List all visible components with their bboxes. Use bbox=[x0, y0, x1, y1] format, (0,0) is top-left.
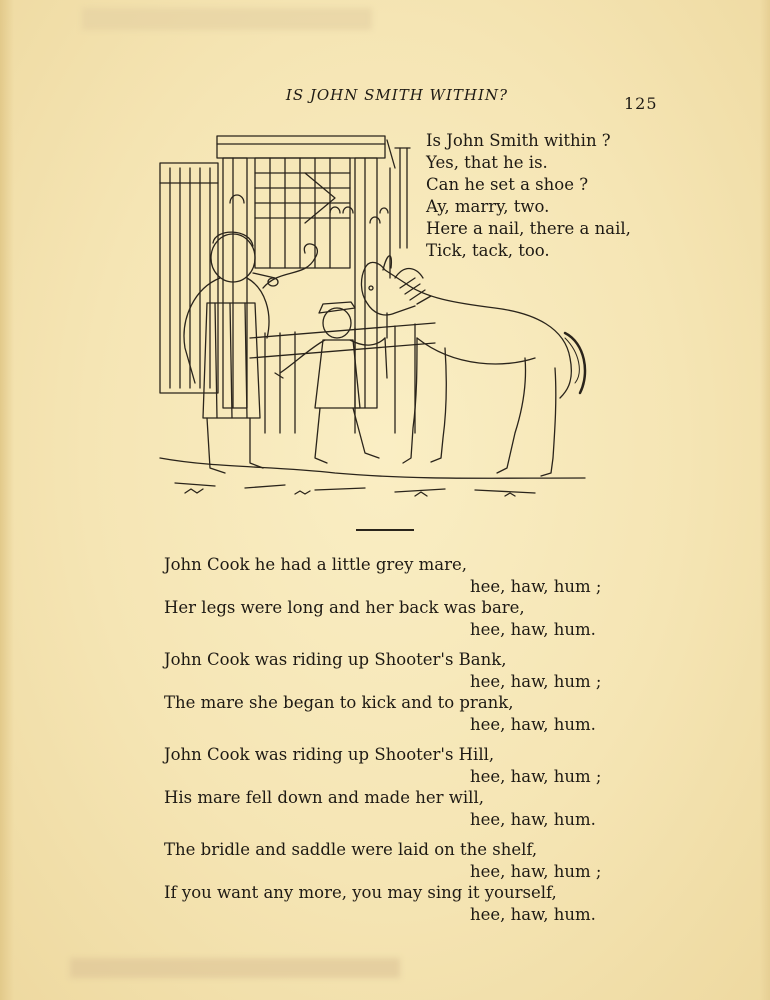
paper-smudge-bottom bbox=[70, 958, 400, 978]
top-poem-line: Yes, that he is. bbox=[426, 153, 548, 172]
page-edge-right bbox=[760, 0, 770, 1000]
refrain-line: hee, haw, hum. bbox=[470, 714, 596, 734]
refrain-line: hee, haw, hum. bbox=[470, 809, 596, 829]
stanza bbox=[164, 839, 624, 925]
horseshoes-on-wall bbox=[230, 195, 388, 223]
shed-wall bbox=[160, 163, 218, 393]
refrain-line: hee, haw, hum ; bbox=[470, 671, 602, 691]
pipe-smoke bbox=[263, 244, 317, 288]
top-poem-line: Here a nail, there a nail, bbox=[426, 219, 631, 238]
refrain-line: hee, haw, hum ; bbox=[470, 576, 602, 596]
verse-line: The mare she began to kick and to prank, bbox=[164, 693, 514, 712]
refrain-line: hee, haw, hum ; bbox=[470, 766, 602, 786]
verse-line: His mare fell down and made her will, bbox=[164, 788, 484, 807]
top-poem-line: Can he set a shoe ? bbox=[426, 175, 589, 194]
running-head: IS JOHN SMITH WITHIN? bbox=[285, 86, 509, 104]
ground bbox=[160, 458, 585, 496]
verse-line: John Cook was riding up Shooter's Bank, bbox=[164, 650, 507, 669]
top-poem-line: Ay, marry, two. bbox=[426, 197, 550, 216]
top-poem-line: Is John Smith within ? bbox=[426, 131, 611, 150]
section-divider bbox=[356, 529, 414, 531]
page-edge-left bbox=[0, 0, 14, 1000]
verse-line: John Cook was riding up Shooter's Hill, bbox=[164, 745, 495, 764]
paper-smudge-top bbox=[82, 8, 372, 30]
verse-line: Her legs were long and her back was bare, bbox=[164, 598, 525, 617]
verse-line: If you want any more, you may sing it yourself, bbox=[164, 883, 557, 902]
john-cook-poem bbox=[164, 554, 624, 934]
stanza bbox=[164, 744, 624, 830]
page-number: 125 bbox=[624, 94, 658, 113]
stanza bbox=[164, 554, 624, 640]
refrain-line: hee, haw, hum. bbox=[470, 619, 596, 639]
refrain-line: hee, haw, hum. bbox=[470, 904, 596, 924]
verse-line: The bridle and saddle were laid on the shelf, bbox=[164, 840, 538, 859]
stanza bbox=[164, 649, 624, 735]
top-poem-line: Tick, tack, too. bbox=[426, 241, 550, 260]
refrain-line: hee, haw, hum ; bbox=[470, 861, 602, 881]
verse-line: John Cook he had a little grey mare, bbox=[164, 555, 468, 574]
top-poem bbox=[426, 130, 656, 262]
boy-figure bbox=[275, 302, 387, 463]
